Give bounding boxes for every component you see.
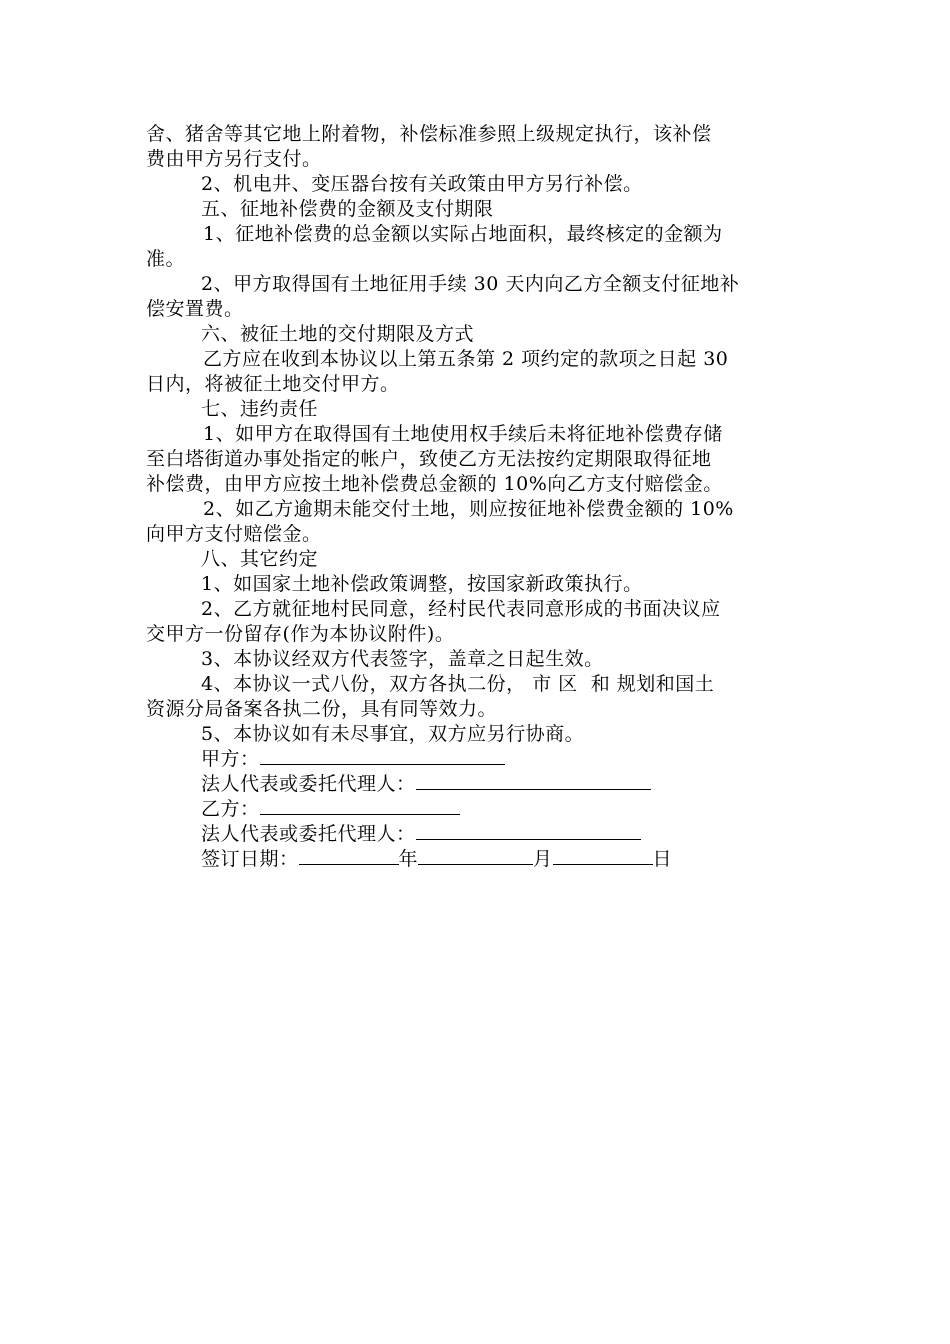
- year-blank[interactable]: [299, 847, 399, 865]
- text-line: 5、本协议如有未尽事宜，双方应另行协商。: [201, 723, 585, 745]
- text-line: 2、甲方取得国有土地征用手续 30 天内向乙方全额支付征地补: [201, 273, 740, 295]
- text-line: 偿安置费。: [146, 298, 244, 320]
- year-label: 年: [398, 848, 419, 870]
- text-line: 准。: [146, 248, 186, 270]
- text-line: 日内，将被征土地交付甲方。: [146, 373, 400, 395]
- month-label: 月: [533, 848, 553, 870]
- text-line: 2、如乙方逾期未能交付土地，则应按征地补偿费金额的 10%: [203, 498, 734, 520]
- text-line: 舍、猪舍等其它地上附着物，补偿标准参照上级规定执行，该补偿: [146, 123, 712, 145]
- text-line: 乙方应在收到本协议以上第五条第 2 项约定的款项之日起 30: [203, 348, 729, 370]
- document-page: [146, 122, 810, 872]
- text-line: 至白塔街道办事处指定的帐户，致使乙方无法按约定期限取得征地: [146, 448, 712, 470]
- text-line: 交甲方一份留存(作为本协议附件)。: [146, 623, 455, 645]
- section-heading: 六、被征土地的交付期限及方式: [201, 323, 475, 345]
- party-b-rep-blank[interactable]: [416, 822, 641, 840]
- text-line: 1、如甲方在取得国有土地使用权手续后未将征地补偿费存储: [203, 423, 723, 445]
- party-b-rep-row: [146, 822, 810, 847]
- text-line: 2、机电井、变压器台按有关政策由甲方另行补偿。: [201, 173, 643, 195]
- section-heading: 八、其它约定: [201, 548, 319, 570]
- party-b-row: [146, 797, 810, 822]
- text-line: 费由甲方另行支付。: [146, 148, 322, 170]
- month-blank[interactable]: [418, 847, 533, 865]
- text-line: 2、乙方就征地村民同意，经村民代表同意形成的书面决议应: [201, 598, 721, 620]
- party-a-row: [146, 747, 810, 772]
- section-heading: 五、征地补偿费的金额及支付期限: [201, 198, 494, 220]
- party-a-label: 甲方：: [201, 748, 260, 770]
- day-label: 日: [652, 848, 673, 870]
- date-label: 签订日期：: [201, 848, 299, 870]
- party-b-blank[interactable]: [260, 797, 460, 815]
- party-a-rep-blank[interactable]: [416, 772, 651, 790]
- text-line: 4、本协议一式八份，双方各执二份， 市 区 和 规划和国土: [201, 673, 715, 695]
- date-row: [146, 847, 810, 872]
- text-line: 资源分局备案各执二份，具有同等效力。: [146, 698, 498, 720]
- text-line: 1、如国家土地补偿政策调整，按国家新政策执行。: [201, 573, 643, 595]
- party-b-label: 乙方：: [201, 798, 260, 820]
- day-blank[interactable]: [553, 847, 653, 865]
- text-line: 补偿费，由甲方应按土地补偿费总金额的 10%向乙方支付赔偿金。: [146, 473, 723, 495]
- party-a-blank[interactable]: [260, 747, 505, 765]
- text-line: 向甲方支付赔偿金。: [146, 523, 322, 545]
- party-a-rep-label: 法人代表或委托代理人：: [201, 773, 416, 795]
- party-b-rep-label: 法人代表或委托代理人：: [201, 823, 416, 845]
- text-line: 1、征地补偿费的总金额以实际占地面积，最终核定的金额为: [203, 223, 723, 245]
- section-heading: 七、违约责任: [201, 398, 319, 420]
- party-a-rep-row: [146, 772, 810, 797]
- text-line: 3、本协议经双方代表签字，盖章之日起生效。: [201, 648, 604, 670]
- signature-block: [146, 747, 810, 872]
